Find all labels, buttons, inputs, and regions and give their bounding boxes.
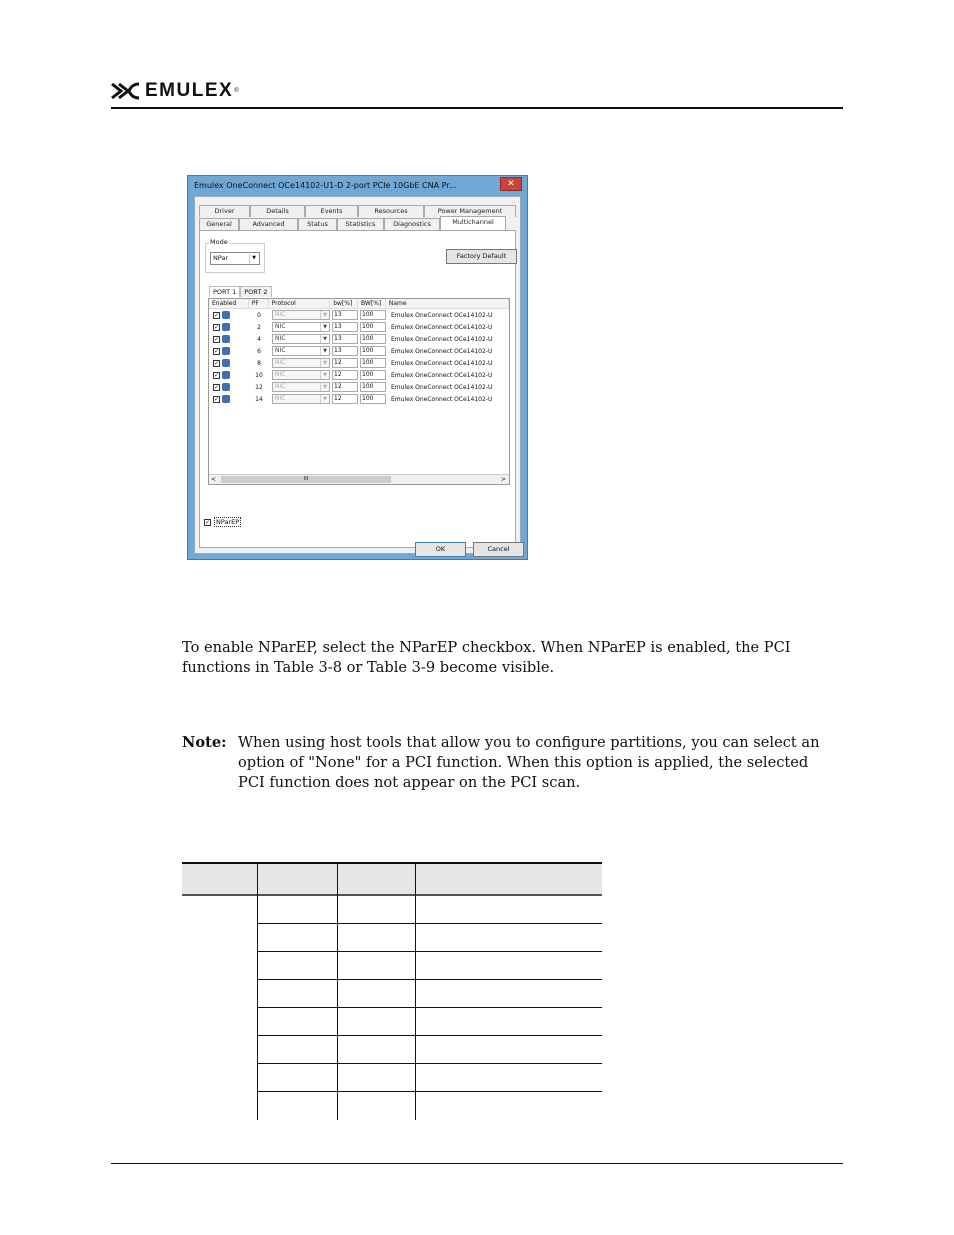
col-protocol[interactable]: Protocol — [269, 299, 331, 308]
pf-cell: 14 — [255, 395, 263, 403]
table-row-line — [257, 951, 602, 952]
name-cell: Emulex OneConnect OCe14102-U — [391, 371, 493, 379]
note-text: When using host tools that allow you to configure partitions, you can select an option of "None" for a PCI function. When this option is applied, the selected PCI function does not appear on the PCI scan. — [238, 734, 820, 791]
mode-label: Mode — [210, 238, 228, 246]
protocol-cell — [269, 358, 331, 368]
table-row[interactable] — [209, 345, 509, 357]
col-pf[interactable]: PF — [249, 299, 269, 308]
col-name[interactable]: Name — [386, 299, 509, 308]
bw-max-input[interactable]: 100 — [360, 346, 386, 356]
protocol-cell — [269, 310, 331, 320]
dropdown-arrow-icon: ▼ — [320, 359, 329, 367]
tab-general[interactable]: General — [199, 218, 239, 230]
enabled-checkbox[interactable]: ✓ — [214, 383, 220, 391]
enabled-checkbox[interactable]: ✓ — [214, 347, 220, 355]
dropdown-arrow-icon: ▼ — [249, 254, 258, 263]
protocol-value: NIC — [275, 383, 286, 390]
adapter-icon — [222, 395, 230, 403]
port-tabs — [209, 286, 272, 297]
note-label: Note: — [182, 734, 227, 751]
dropdown-arrow-icon: ▼ — [320, 311, 329, 319]
dropdown-arrow-icon: ▼ — [320, 335, 329, 343]
nparep-label[interactable]: NParEP — [216, 518, 240, 526]
enabled-cell — [209, 359, 249, 367]
protocol-value: NIC — [275, 359, 286, 366]
bw-min-cell — [331, 358, 359, 368]
bw-min-cell — [331, 382, 359, 392]
table-row[interactable] — [209, 393, 509, 405]
protocol-cell — [269, 370, 331, 380]
mode-select[interactable] — [210, 252, 260, 265]
dialog-client-area — [194, 196, 521, 554]
table-column-divider — [415, 862, 416, 1120]
table-row[interactable] — [209, 369, 509, 381]
dropdown-arrow-icon: ▼ — [320, 347, 329, 355]
protocol-select[interactable] — [272, 346, 330, 356]
emulex-logo-icon — [111, 81, 141, 101]
close-button[interactable]: ✕ — [500, 177, 522, 191]
dropdown-arrow-icon: ▼ — [320, 323, 329, 331]
protocol-select[interactable] — [272, 382, 330, 392]
pf-cell: 6 — [257, 347, 261, 355]
dropdown-arrow-icon: ▼ — [320, 395, 329, 403]
bw-max-cell — [359, 358, 387, 368]
bw-max-cell — [359, 334, 387, 344]
bw-max-input[interactable]: 100 — [360, 334, 386, 344]
protocol-cell — [269, 394, 331, 404]
adapter-icon — [222, 347, 230, 355]
bw-max-input[interactable]: 100 — [360, 310, 386, 320]
tab-statistics[interactable]: Statistics — [337, 218, 384, 230]
tab-row-bottom — [199, 218, 506, 230]
tab-advanced[interactable]: Advanced — [239, 218, 298, 230]
tab-port-1[interactable]: PORT 1 — [209, 286, 240, 297]
tab-port-2[interactable]: PORT 2 — [240, 286, 271, 297]
name-cell: Emulex OneConnect OCe14102-U — [391, 395, 493, 403]
protocol-cell — [269, 334, 331, 344]
name-cell: Emulex OneConnect OCe14102-U — [391, 311, 493, 319]
bw-min-input[interactable]: 12 — [332, 358, 358, 368]
adapter-icon — [222, 371, 230, 379]
bw-min-cell — [331, 310, 359, 320]
protocol-cell — [269, 322, 331, 332]
table-row-line — [257, 1007, 602, 1008]
grid-header — [209, 299, 509, 309]
table-row-line — [257, 1091, 602, 1092]
cancel-button[interactable]: Cancel — [473, 542, 524, 557]
bw-max-cell — [359, 322, 387, 332]
dialog-title: Emulex OneConnect OCe14102-U1-D 2-port PCIe 10GbE CNA Pr... — [194, 181, 457, 190]
table-column-divider — [257, 862, 258, 1120]
horizontal-scrollbar[interactable] — [209, 474, 509, 484]
bw-max-input[interactable]: 100 — [360, 370, 386, 380]
bw-min-input[interactable]: 13 — [332, 346, 358, 356]
bw-max-cell — [359, 310, 387, 320]
protocol-select[interactable] — [272, 358, 330, 368]
bw-min-cell — [331, 346, 359, 356]
mode-group — [205, 238, 265, 273]
scroll-left-icon[interactable]: < — [211, 476, 217, 483]
bw-min-cell — [331, 370, 359, 380]
dropdown-arrow-icon: ▼ — [320, 383, 329, 391]
pf-cell: 2 — [257, 323, 261, 331]
bw-min-input[interactable]: 12 — [332, 394, 358, 404]
table-row[interactable] — [209, 309, 509, 321]
enabled-checkbox[interactable]: ✓ — [214, 335, 220, 343]
footer-rule — [111, 1163, 843, 1164]
table-header — [182, 862, 602, 896]
protocol-value: NIC — [275, 323, 286, 330]
enabled-cell — [209, 395, 249, 403]
multichannel-panel — [199, 230, 516, 548]
adapter-properties-dialog — [187, 175, 528, 560]
enabled-cell — [209, 383, 249, 391]
pf-cell: 12 — [255, 383, 263, 391]
bw-min-input[interactable]: 12 — [332, 382, 358, 392]
bw-max-input[interactable]: 100 — [360, 382, 386, 392]
pf-cell: 10 — [255, 371, 263, 379]
enabled-checkbox[interactable]: ✓ — [214, 371, 220, 379]
enabled-checkbox[interactable]: ✓ — [214, 311, 220, 319]
scroll-thumb[interactable]: III — [221, 476, 391, 483]
name-cell: Emulex OneConnect OCe14102-U — [391, 383, 493, 391]
bw-min-input[interactable]: 13 — [332, 322, 358, 332]
scroll-right-icon[interactable]: > — [500, 476, 506, 483]
dropdown-arrow-icon: ▼ — [320, 371, 329, 379]
mode-value: NPar — [213, 254, 229, 262]
adapter-icon — [222, 323, 230, 331]
pf-cell: 0 — [257, 311, 261, 319]
table-row-line — [257, 979, 602, 980]
table-row[interactable] — [209, 333, 509, 345]
tab-details[interactable]: Details — [250, 205, 305, 217]
tab-driver[interactable]: Driver — [199, 205, 250, 217]
table-row[interactable] — [209, 357, 509, 369]
header-rule — [111, 107, 843, 109]
protocol-value: NIC — [275, 311, 286, 318]
bw-max-input[interactable]: 100 — [360, 394, 386, 404]
table-row-line — [257, 1063, 602, 1064]
table-row[interactable] — [209, 321, 509, 333]
tab-resources[interactable]: Resources — [358, 205, 424, 217]
protocol-select[interactable] — [272, 310, 330, 320]
trademark: ® — [234, 88, 239, 94]
grid-body — [209, 309, 509, 405]
enabled-checkbox[interactable]: ✓ — [214, 323, 220, 331]
partition-grid — [208, 298, 510, 485]
bw-min-input[interactable]: 13 — [332, 310, 358, 320]
protocol-value: NIC — [275, 371, 286, 378]
tab-multichannel[interactable]: Multichannel — [440, 216, 506, 230]
adapter-icon — [222, 359, 230, 367]
adapter-icon — [222, 311, 230, 319]
ok-button[interactable]: OK — [415, 542, 466, 557]
name-cell: Emulex OneConnect OCe14102-U — [391, 359, 493, 367]
enabled-checkbox[interactable]: ✓ — [214, 395, 220, 403]
nparep-option — [204, 517, 241, 527]
enabled-cell — [209, 347, 249, 355]
col-bw-min[interactable]: bw[%] — [330, 299, 358, 308]
bw-max-cell — [359, 346, 387, 356]
name-cell: Emulex OneConnect OCe14102-U — [391, 347, 493, 355]
tab-power-management[interactable]: Power Management — [424, 205, 516, 217]
protocol-cell — [269, 346, 331, 356]
pf-cell: 4 — [257, 335, 261, 343]
col-enabled[interactable]: Enabled — [209, 299, 249, 308]
name-cell: Emulex OneConnect OCe14102-U — [391, 323, 493, 331]
emulex-logo — [111, 80, 239, 102]
enabled-cell — [209, 371, 249, 379]
bw-max-input[interactable]: 100 — [360, 358, 386, 368]
bw-min-input[interactable]: 12 — [332, 370, 358, 380]
nparep-paragraph: To enable NParEP, select the NParEP checkbox. When NParEP is enabled, the PCI functions in Table 3-8 or Table 3-9 become visible. — [182, 639, 791, 676]
protocol-select[interactable] — [272, 370, 330, 380]
factory-default-button[interactable]: Factory Default — [446, 249, 517, 264]
bw-min-input[interactable]: 13 — [332, 334, 358, 344]
protocol-select[interactable] — [272, 394, 330, 404]
bw-max-cell — [359, 394, 387, 404]
bw-max-cell — [359, 370, 387, 380]
table-row[interactable] — [209, 381, 509, 393]
table-row-line — [257, 1035, 602, 1036]
table-column-divider — [337, 862, 338, 1120]
adapter-icon — [222, 335, 230, 343]
protocol-cell — [269, 382, 331, 392]
tab-status[interactable]: Status — [298, 218, 337, 230]
adapter-icon — [222, 383, 230, 391]
brand-name: EMULEX — [145, 80, 234, 101]
bw-min-cell — [331, 334, 359, 344]
bw-max-cell — [359, 382, 387, 392]
enabled-cell — [209, 323, 249, 331]
protocol-value: NIC — [275, 335, 286, 342]
pf-cell: 8 — [257, 359, 261, 367]
protocol-select[interactable] — [272, 334, 330, 344]
enabled-checkbox[interactable]: ✓ — [214, 359, 220, 367]
nparep-checkbox[interactable]: ✓ — [205, 518, 211, 526]
name-cell: Emulex OneConnect OCe14102-U — [391, 335, 493, 343]
table-row-line — [257, 923, 602, 924]
tab-diagnostics[interactable]: Diagnostics — [384, 218, 440, 230]
protocol-value: NIC — [275, 347, 286, 354]
col-bw-max[interactable]: BW[%] — [358, 299, 386, 308]
enabled-cell — [209, 335, 249, 343]
enabled-cell — [209, 311, 249, 319]
protocol-value: NIC — [275, 395, 286, 402]
bw-min-cell — [331, 322, 359, 332]
tab-events[interactable]: Events — [305, 205, 358, 217]
bw-max-input[interactable]: 100 — [360, 322, 386, 332]
protocol-select[interactable] — [272, 322, 330, 332]
bw-min-cell — [331, 394, 359, 404]
